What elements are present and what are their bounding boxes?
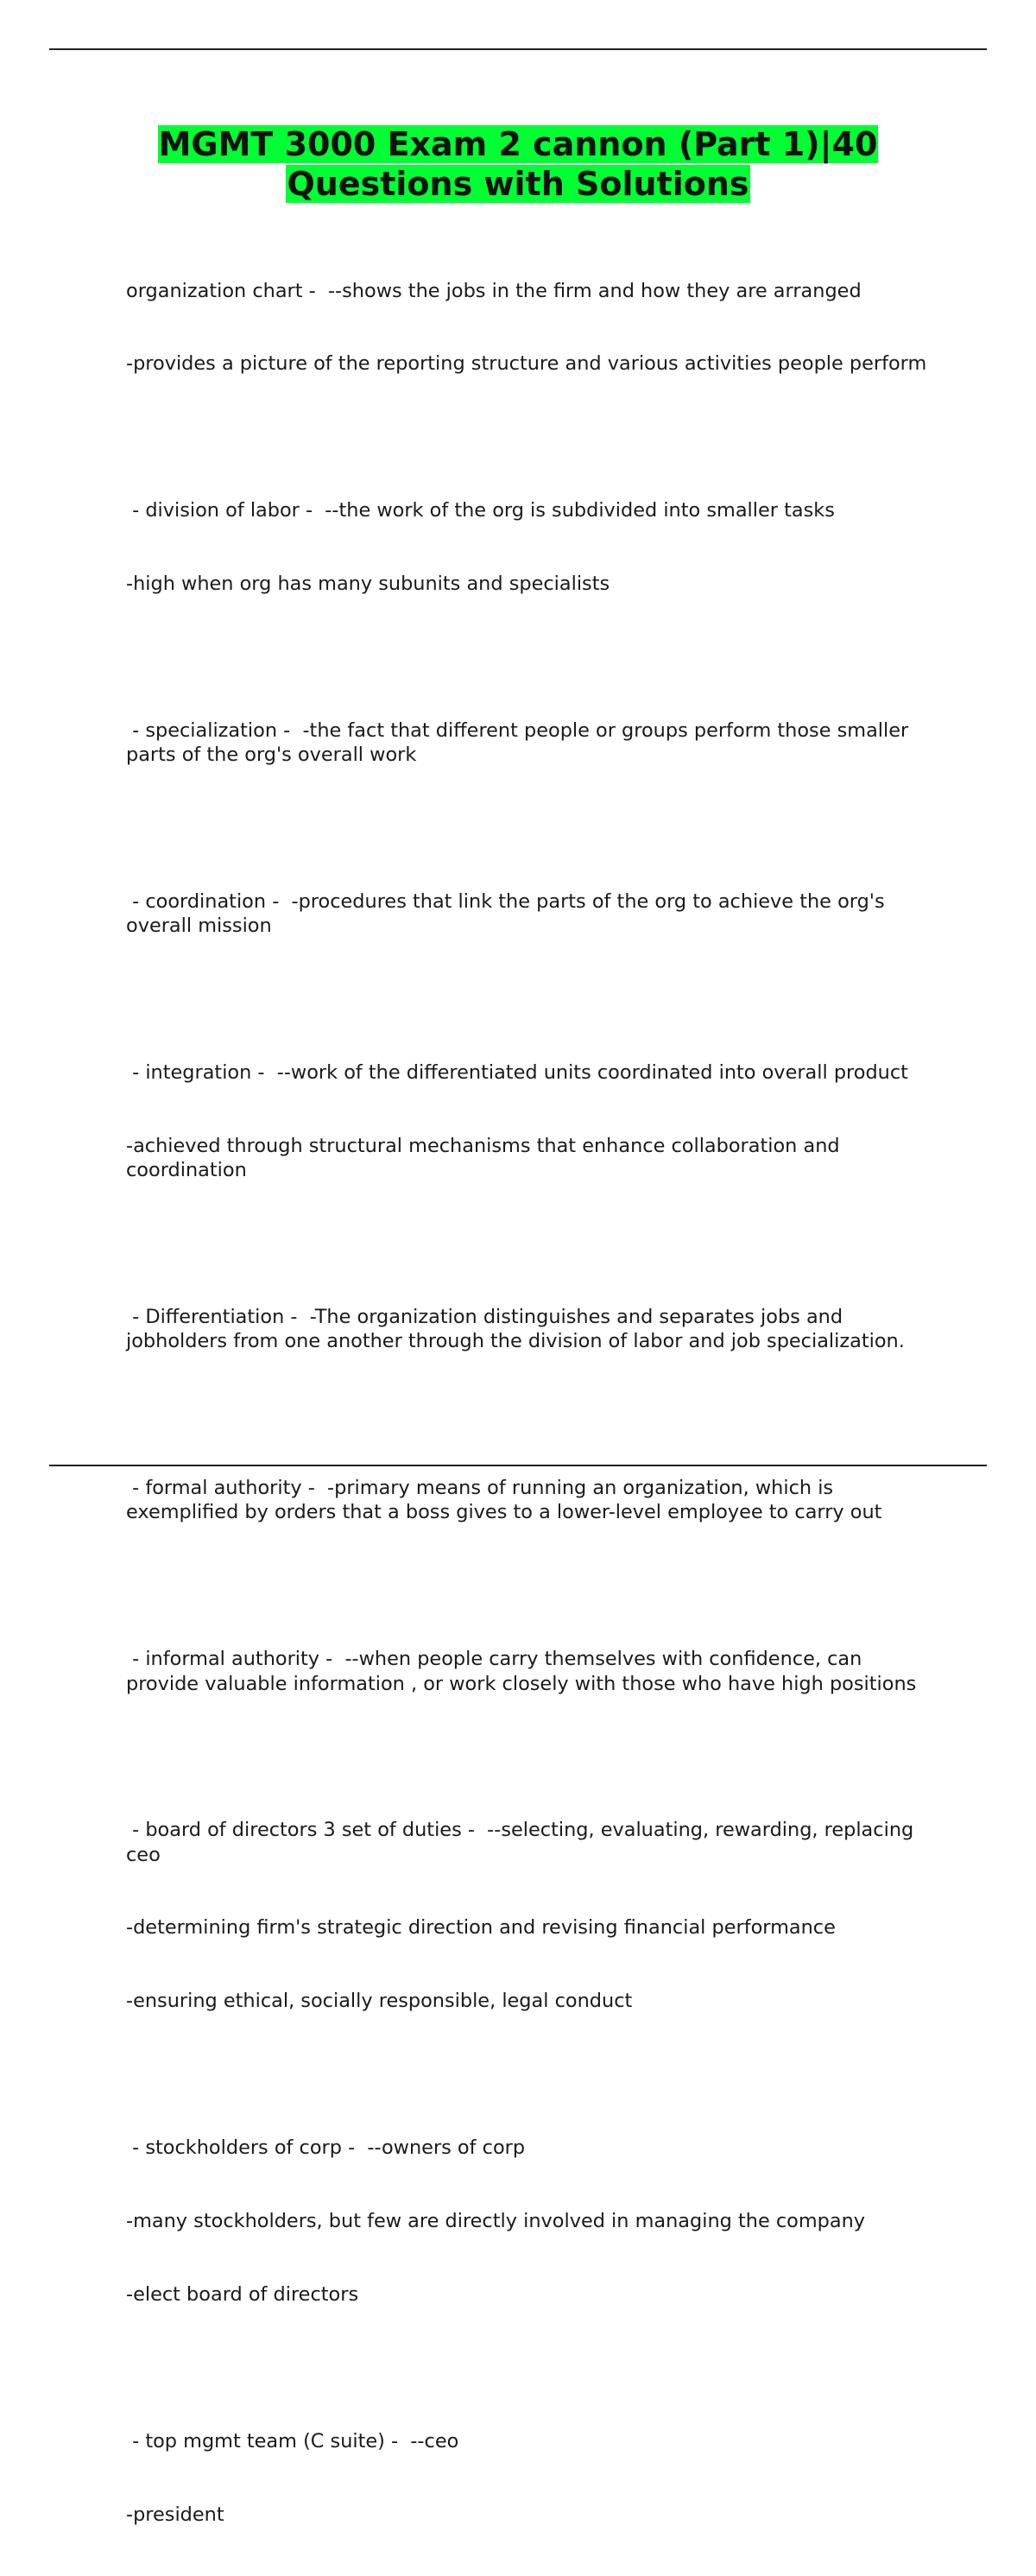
list-item: [126, 230, 938, 425]
document-title: [86, 124, 950, 204]
list-item: [126, 1256, 938, 1402]
entry-line: -achieved through structural mechanisms that enhance collaboration and coordination: [126, 1134, 846, 1182]
entry-line: -provides a picture of the reporting structure and various activities people perform: [126, 352, 927, 376]
entry-line: - board of directors 3 set of duties - --selecting, evaluating, rewarding, replacing ceo: [126, 1819, 920, 1866]
entry-line: -high when org has many subunits and specialists: [126, 573, 610, 596]
entry-line: - informal authority - --when people carry themselves with confidence, can provide valuable information , or work closely with those who have high positions: [126, 1648, 917, 1695]
entry-line: - top mgmt team (C suite) - --ceo: [126, 2429, 459, 2453]
list-item: [126, 1598, 938, 1745]
entry-line: -president: [126, 2503, 224, 2526]
entry-line: - stockholders of corp - --owners of corp: [126, 2136, 526, 2160]
entry-line: - Differentiation - -The organization distinguishes and separates jobs and jobholders from one another through the division of labor and job specialization.: [126, 1306, 905, 1353]
list-item: [126, 1769, 938, 2063]
bottom-divider: [49, 1465, 987, 1466]
list-item: [126, 450, 938, 645]
title-highlight: MGMT 3000 Exam 2 cannon (Part 1)|40 Questions with Solutions: [158, 125, 878, 203]
list-item: [126, 840, 938, 987]
entry-line: - coordination - -procedures that link the parts of the org to achieve the org's overall mission: [126, 890, 891, 938]
entry-line: - integration - --work of the differentiated units coordinated into overall product: [126, 1061, 908, 1085]
top-divider: [49, 48, 987, 50]
entry-line: -many stockholders, but few are directly involved in managing the company: [126, 2210, 866, 2233]
entry-line: - formal authority - -primary means of running an organization, which is exemplified by orders that a boss gives to a lower-level employee to carry out: [126, 1477, 882, 1524]
entry-line: - specialization - -the fact that different people or groups perform those smaller parts of the org's overall work: [126, 718, 915, 767]
list-item: [126, 2087, 938, 2356]
entry-line: - division of labor - --the work of the org is subdivided into smaller tasks: [126, 499, 835, 522]
entry-line: -ensuring ethical, socially responsible, legal conduct: [126, 1990, 633, 2013]
list-item: [126, 1427, 938, 1574]
list-item: [126, 669, 938, 816]
flashcard-list: [126, 230, 938, 2576]
entry-line: organization chart - --shows the jobs in the firm and how they are arranged: [126, 279, 862, 302]
list-item: [126, 2380, 938, 2575]
list-item: [126, 1012, 938, 1232]
entry-line: -determining firm's strategic direction and revising financial performance: [126, 1916, 836, 1940]
entry-line: -elect board of directors: [126, 2282, 359, 2306]
